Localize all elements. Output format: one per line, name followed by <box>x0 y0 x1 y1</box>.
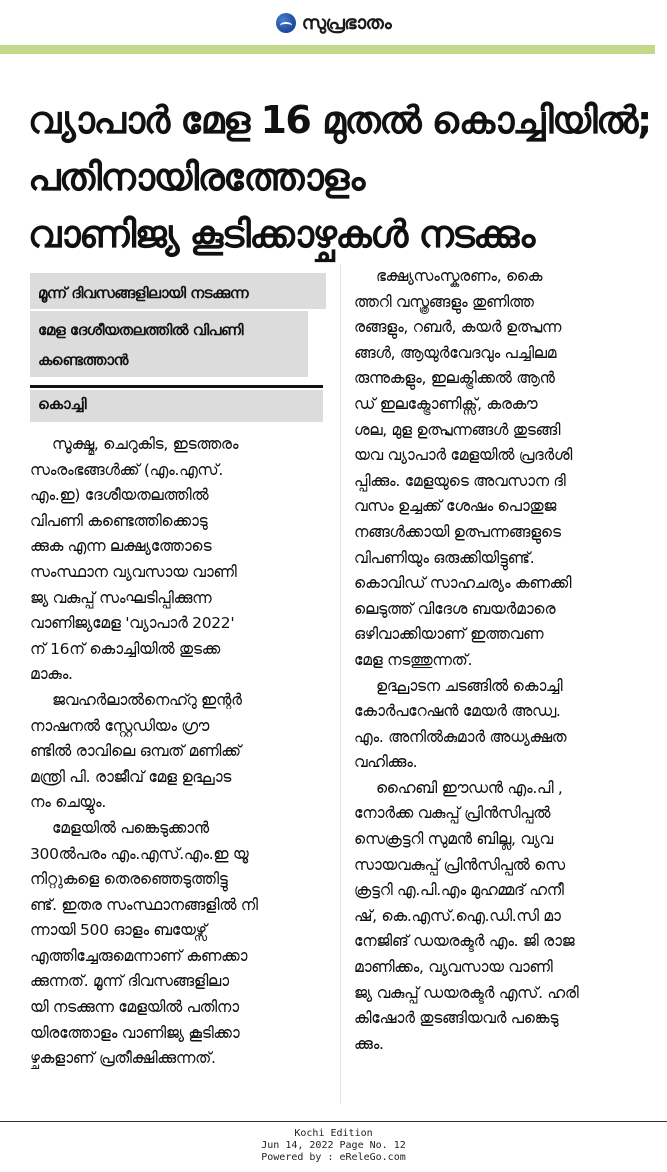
article-line: ങ്ങൾ, ആയുർവേദവും പച്ചിലമ <box>354 343 557 362</box>
article-line: നങ്ങൾക്കായി ഉത്പന്നങ്ങളുടെ <box>354 522 561 541</box>
article-line: കിഷോർ തുടങ്ങിയവർ പങ്കെടു <box>354 1009 559 1028</box>
article-paragraph <box>30 688 328 816</box>
article-line: മന്ത്രി പി. രാജീവ് മേള ഉദ്ഘാട <box>30 767 232 786</box>
article-line: ന് 16ന് കൊച്ചിയിൽ തുടക്ക <box>30 639 220 658</box>
article-line: ഴ്ചകളാണ് പ്രതീക്ഷിക്കുന്നത്. <box>30 1049 216 1068</box>
article-line: ഹൈബി ഈഡൻ എം.പി , <box>376 778 563 797</box>
footer <box>0 1128 667 1164</box>
article-line: ക്കുക എന്ന ലക്ഷ്യത്തോടെ <box>30 537 212 556</box>
article-paragraph <box>30 816 328 1072</box>
accent-rule <box>0 45 655 54</box>
article-line: ഭക്ഷ്യസംസ്കരണം, കൈ <box>376 267 543 285</box>
article-line: നാഷനൽ സ്റ്റേഡിയം ഗ്രൗ <box>30 716 210 735</box>
article-line: എം. അനിൽകുമാർ അധ്യക്ഷത <box>354 727 567 746</box>
dateline: കൊച്ചി <box>30 390 323 422</box>
article-line: നേജിങ് ഡയരക്ടർ എം. ജി രാജ <box>354 932 575 951</box>
article-line: സെക്രട്ടറി സുമൻ ബില്ല, വ്യവ <box>354 830 553 849</box>
article-line: സംസ്ഥാന വ്യവസായ വാണി <box>30 562 237 581</box>
article-line: ണ്ടിൽ രാവിലെ ഒമ്പത് മണിക്ക് <box>30 742 241 761</box>
footer-powered-by: Powered by : eReleGo.com <box>261 1152 406 1163</box>
article-line: വഹിക്കും. <box>354 753 418 772</box>
article-paragraph <box>30 432 328 688</box>
article-line: ഒഴിവാക്കിയാണ് ഇത്തവണ <box>354 625 544 644</box>
headline-line: പതിനായിരത്തോളം <box>28 155 364 199</box>
headline-line: വാണിജ്യ കൂടിക്കാഴ്ചകൾ നടക്കും <box>28 212 534 256</box>
masthead <box>0 8 667 38</box>
globe-logo-icon <box>276 13 296 33</box>
subhead-line: മേള ദേശീയതലത്തിൽ വിപണി <box>38 321 243 339</box>
article-line: രുന്നുകളും, ഇലക്ട്രിക്കൽ ആൻ <box>354 369 555 388</box>
article-line: മാകും. <box>30 665 73 684</box>
article-line: സായവകുപ്പ് പ്രിൻസിപ്പൽ സെ <box>354 855 565 874</box>
footer-date-page: Jun 14, 2022 Page No. 12 <box>261 1140 406 1151</box>
subhead-line: മൂന്ന് ദിവസങ്ങളിലായി നടക്കുന്ന <box>38 284 249 302</box>
footer-rule <box>0 1121 667 1122</box>
article-line: യവ വ്യാപാർ മേളയിൽ പ്രദർശി <box>354 446 573 465</box>
column-divider <box>340 264 341 1104</box>
article-line: കൊവിഡ് സാഹചര്യം കണക്കി <box>354 574 572 593</box>
article-line: വിപണി കണ്ടെത്തിക്കൊടു <box>30 511 208 530</box>
dateline-rule <box>30 385 323 388</box>
article-line: ലെടുത്ത് വിദേശ ബയർമാരെ <box>354 599 556 618</box>
masthead-logo-text: സുപ്രഭാതം <box>301 12 392 34</box>
article-line: ഷ്, കെ.എസ്.ഐ.ഡി.സി മാ <box>354 906 561 925</box>
left-column <box>30 432 328 1072</box>
article-line: നം ചെയ്യും. <box>30 793 106 812</box>
article-line: ജ്യ വകുപ്പ് ഡയരക്ടർ എസ്. ഹരി <box>354 983 579 1002</box>
article-line: മേളയിൽ പങ്കെടുക്കാൻ <box>52 818 209 837</box>
article-line: 300ൽപരം എം.എസ്.എം.ഇ യൂ <box>30 844 249 863</box>
article-line: ഡ് ഇലക്ട്രോണിക്സ്, കരകൗ <box>354 394 538 413</box>
article-line: മേള നടത്തുന്നത്. <box>354 650 473 669</box>
article-line: ഉദ്ഘാടന ചടങ്ങിൽ കൊച്ചി <box>376 676 563 695</box>
article-line: എം.ഇ) ദേശീയതലത്തിൽ <box>30 486 209 505</box>
article-paragraph <box>354 776 654 1058</box>
article-paragraph <box>354 674 654 776</box>
article-line: നിറ്റുകളെ തെരഞ്ഞെടുത്തിട്ടു <box>30 870 228 889</box>
article-line: രങ്ങളും, റബർ, കയർ ഉത്പ്പന്ന <box>354 318 562 337</box>
article-line: സംരംഭങ്ങൾക്ക് (എം.എസ്. <box>30 460 224 479</box>
article-line: ജവഹർലാൽനെഹ്റു ഇന്റർ <box>52 690 242 709</box>
article-line: യി നടക്കുന്ന മേളയിൽ പതിനാ <box>30 998 239 1017</box>
subhead-line: കണ്ടെത്താൻ <box>38 351 128 369</box>
article-line: സൂക്ഷ്മ, ചെറുകിട, ഇടത്തരം <box>52 435 239 453</box>
article-line: ശല, മുള ഉത്പ്പന്നങ്ങൾ തുടങ്ങി <box>354 420 561 439</box>
article-line: കോർപറേഷൻ മേയർ അഡ്വ. <box>354 702 561 721</box>
article-line: വാണിജ്യമേള 'വ്യാപാർ 2022' <box>30 614 235 633</box>
article-line: പ്പിക്കും. മേളയുടെ അവസാന ദി <box>354 471 566 490</box>
article-line: ന്നായി 500 ഓളം ബയേഴ്സ് <box>30 921 207 940</box>
headline-line: വ്യാപാർ മേള 16 മുതൽ കൊച്ചിയിൽ; <box>28 98 651 142</box>
right-column <box>354 264 654 1057</box>
footer-edition: Kochi Edition <box>294 1128 373 1139</box>
article-paragraph <box>354 264 654 674</box>
article-line: ണ്ട്. ഇതര സംസ്ഥാനങ്ങളിൽ നി <box>30 895 258 914</box>
article-line: നോർക്ക വകുപ്പ് പ്രിൻസിപ്പൽ <box>354 804 551 823</box>
article-line: ക്രട്ടറി എ.പി.എം മുഹമ്മദ് ഹനീ <box>354 881 564 900</box>
article-line: വസം ഉച്ചക്ക് ശേഷം പൊതുജ <box>354 497 557 516</box>
article-line: ത്തറി വസ്ത്രങ്ങളും തുണിത്ത <box>354 292 534 311</box>
article-line: എത്തിച്ചേരുമെന്നാണ് കണക്കാ <box>30 946 248 965</box>
article-line: ക്കും. <box>354 1034 384 1053</box>
subhead-box <box>30 273 326 309</box>
headline <box>28 92 653 263</box>
article-line: ക്കുന്നത്. മൂന്ന് ദിവസങ്ങളിലാ <box>30 972 229 991</box>
article-line: മാണിക്കം, വ്യവസായ വാണി <box>354 958 553 977</box>
article-line: വിപണിയും ഒരുക്കിയിട്ടുണ്ട്. <box>354 548 535 567</box>
article-line: യിരത്തോളം വാണിജ്യ കൂടിക്കാ <box>30 1023 240 1042</box>
subhead-box <box>30 311 308 377</box>
article-line: ജ്യ വകുപ്പ് സംഘടിപ്പിക്കുന്ന <box>30 588 212 607</box>
